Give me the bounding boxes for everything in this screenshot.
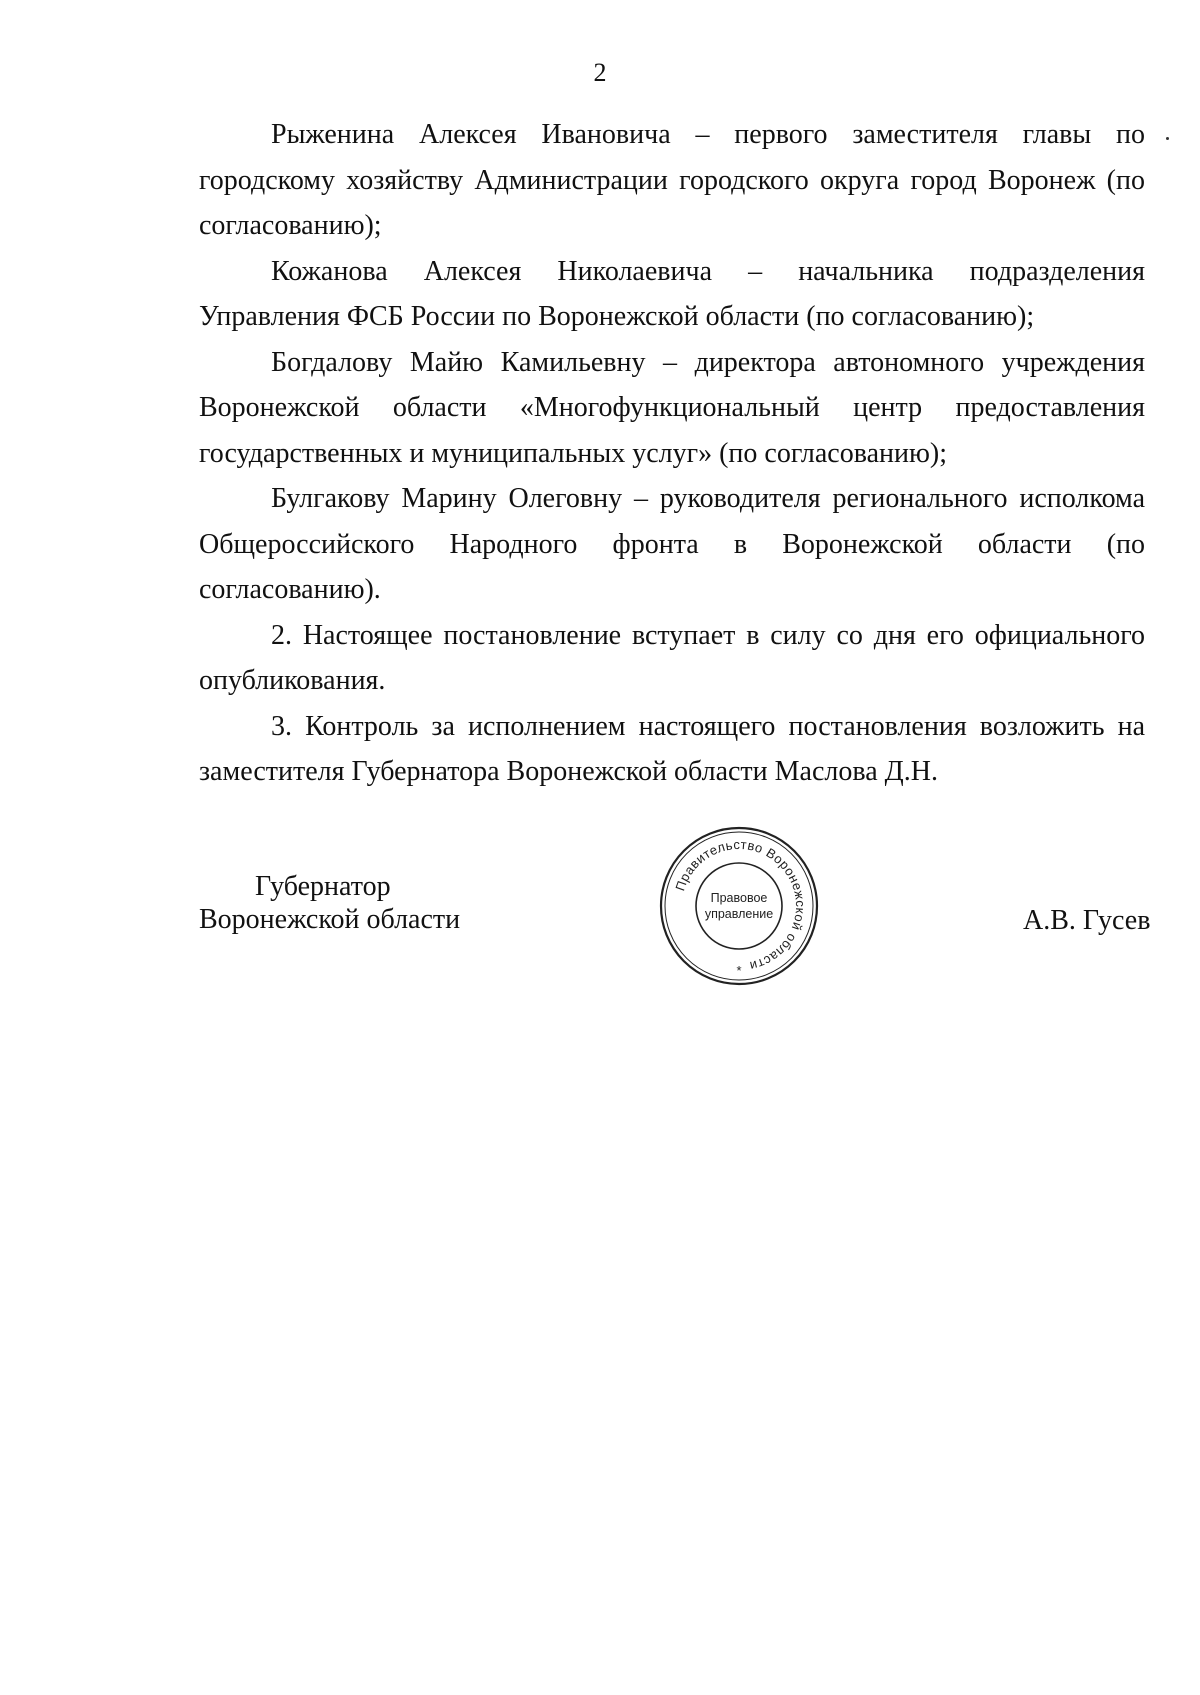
paragraph-bulgakova: Булгакову Марину Олеговну – руководителя регионального исполкома Общероссийского Народного фронта в Воронежской области (по согласованию). xyxy=(199,483,1145,605)
signatory-role: Губернатор xyxy=(255,871,391,902)
stamp-center-line1: Правовое xyxy=(710,891,768,905)
stamp-center-line2: управление xyxy=(704,907,774,921)
paragraph-effective-date: 2. Настоящее постановление вступает в силу со дня его официального опубликования. xyxy=(199,619,1145,696)
document-body xyxy=(199,112,1145,795)
paragraph-bogdalova: Богдалову Майю Камильевну – директора автономного учреждения Воронежской области «Многофункциональный центр предоставления государственных и муниципальных услуг» (по согласованию); xyxy=(199,346,1145,469)
stamp-ring-text: Правительство Воронежской области xyxy=(672,836,809,974)
paragraph-control: 3. Контроль за исполнением настоящего постановления возложить на заместителя Губернатора Воронежской области Маслова Д.Н. xyxy=(199,710,1145,787)
paragraph-kozhanov: Кожанова Алексея Николаевича – начальника подразделения Управления ФСБ России по Воронежской области (по согласованию); xyxy=(199,255,1145,332)
page-number: 2 xyxy=(593,58,607,87)
paragraph-ryzhenin: Рыженина Алексея Ивановича – первого заместителя главы по городскому хозяйству Администрации городского округа город Воронеж (по согласованию); xyxy=(199,119,1145,241)
stamp-star-icon: * xyxy=(736,963,742,978)
signatory-region: Воронежской области xyxy=(199,904,461,935)
signatory-title xyxy=(199,870,460,936)
official-stamp xyxy=(658,825,820,987)
signatory-name: А.В. Гусев xyxy=(1023,905,1151,936)
margin-dot xyxy=(1166,137,1169,140)
